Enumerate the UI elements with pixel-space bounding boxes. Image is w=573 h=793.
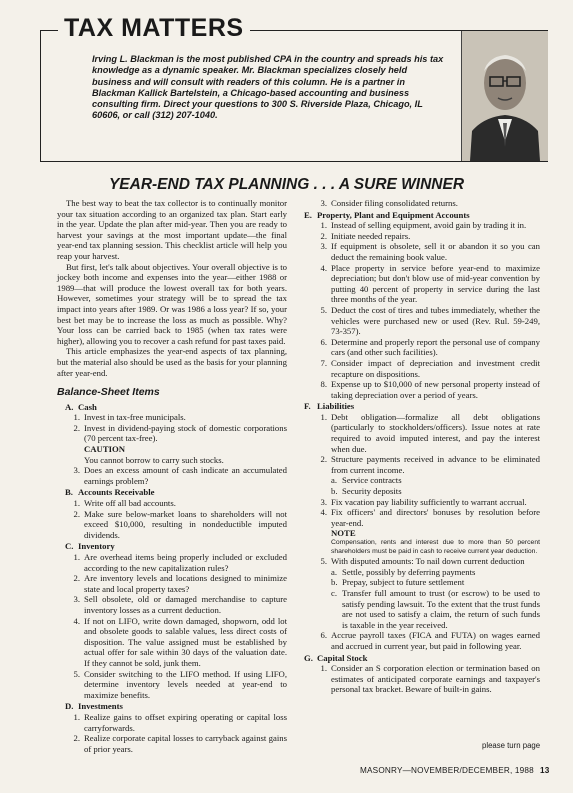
list-item: 3. Sell obsolete, old or damaged merchandise to capture inventory losses as a current deduction. [73,594,287,615]
intro-paragraph: This article emphasizes the year-end aspects of tax planning, but the material also should be used as the basis for your planning after year-end. [57,346,287,378]
list-item: 2. Are inventory levels and locations designed to minimize state and local property taxes? [73,573,287,594]
list-item: 2. Structure payments received in advance to be eliminated from current income. [320,454,540,475]
category-heading: G. Capital Stock [304,652,368,663]
magazine-issue: MASONRY—NOVEMBER/DECEMBER, 1988 [360,766,534,775]
list-item: 1. Realize gains to offset expiring operating or capital loss carryforwards. [73,711,287,733]
caution-note: CAUTION You cannot borrow to carry such stocks. [84,444,224,465]
intro-paragraph: The best way to beat the tax collector is to continually monitor your tax situation according to an organized tax plan. Start early in the year. Update the plan after mid-year. Then you are ready to harvest your savings at the most important update—the final year-end tax planning session. This checklist article will help you reap your harvest. [57,198,287,261]
list-item: 3. Fix vacation pay liability sufficiently to warrant accrual. [320,496,527,507]
page-footer [360,766,549,775]
continued-note: please turn page [482,741,541,750]
sub-item: a. Service contracts [331,475,402,486]
list-item: 1. Write off all bad accounts. [73,498,176,509]
author-photo [461,31,548,161]
category-heading: D. Investments [65,701,123,712]
list-item: 3. If equipment is obsolete, sell it or abandon it so you can deduct the remaining book value. [320,241,540,262]
list-item: 6. Determine and properly report the personal use of company cars (and other such facilities). [320,336,540,358]
sub-item: a. Settle, possibly by deferring payments [331,566,476,577]
right-column [304,198,540,695]
category-heading: B. Accounts Receivable [65,487,155,498]
portrait-image [462,31,548,161]
intro-paragraph: But first, let's talk about objectives. Your overall objective is to jockey both income and expenses into the year—either 1988 or 1989—that will produce the lowest overall tax for both years. However, sometimes your strategy will be to spread the tax impact into years after 1989. Or was 1986 a loss year? If so, your best bet may be to increase the loss as much as possible. Why? Your loss can be carried back to 1985 (when tax rates were higher), allowing you to recover a cash refund for past taxes paid. [57,261,287,346]
list-item: 2. Invest in dividend-paying stock of domestic corporations (70 percent tax-free). [73,422,287,444]
list-item: 4. Fix officers' and directors' bonuses by resolution before year-end. [320,507,540,528]
page-number: 13 [539,766,550,775]
list-item: 4. If not on LIFO, write down damaged, shopworn, odd lot and obsolete goods to salable values, less direct costs of disposition. The value assigned must be established by actual offer for sale within 30 days of the valuation date. If they cannot be sold, junk them. [73,615,287,668]
note-text: Compensation, rents and interest due to more than 50 percent shareholders must be paid in cash to receive current year deduction. [331,539,540,555]
list-item: 7. Consider impact of depreciation and investment credit recapture on dispositions. [320,357,540,379]
list-item: 8. Expense up to $10,000 of new personal property instead of taking depreciation over a period of years. [320,379,540,400]
section-title: Balance-Sheet Items [57,386,160,399]
list-item: 3. Consider filing consolidated returns. [320,198,458,208]
sub-item: b. Prepay, subject to future settlement [331,577,465,588]
note-heading: NOTE [331,528,356,539]
column-title: TAX MATTERS [58,14,250,43]
list-item: 4. Place property in service before year-end to maximize depreciation; but don't blow use of mid-year convention by putting 40 percent of property in service during the last three months of the year. [320,262,540,305]
list-item: 1. Are overhead items being properly included or excluded according to the new capitalization rules? [73,552,287,573]
category-heading: A. Cash [65,401,97,412]
list-item: 2. Realize corporate capital losses to carryback against gains of prior years. [73,733,287,754]
category-heading: E. Property, Plant and Equipment Accounts [304,209,470,220]
list-item: 1. Invest in tax-free municipals. [73,412,186,423]
list-item: 6. Accrue payroll taxes (FICA and FUTA) on wages earned and accrued in current year, but paid in following year. [320,630,540,651]
article-headline: YEAR-END TAX PLANNING . . . A SURE WINNER [108,176,465,193]
sub-item: b. Security deposits [331,486,402,497]
author-bio: Irving L. Blackman is the most published CPA in the country and spreads his tax knowledge as a dynamic speaker. Mr. Blackman specializes closely held business and will consult with readers of this column. He is a partner in Blackman Kallick Bartelstein, a Chicago-based accounting and business consulting firm. Direct your questions to 300 S. Riverside Plaza, Chicago, IL 60606, or call (312) 207-1040. [92,54,444,121]
sub-item: c. Transfer full amount to trust (or escrow) to be used to satisfy pending lawsuit. To the extent that the trust funds are not used to satisfy a claim, the return of such funds is taxable in the year received. [331,587,540,630]
list-item: 2. Make sure below-market loans to shareholders will not exceed $10,000, resulting in nondeductible imputed dividends. [73,508,287,540]
left-column [57,198,287,754]
list-item: 5. Deduct the cost of tires and tubes immediately, whether the vehicles were purchased new or used (Rev. Rul. 59-249, 73-357). [320,304,540,337]
list-item: 1. Instead of selling equipment, avoid gain by trading it in. [320,220,527,231]
list-item: 1. Consider an S corporation election or termination based on estimates of anticipated corporate earnings and taxpayer's personal tax bracket. Beware of built-in gains. [320,663,540,695]
list-item: 5. Consider switching to the LIFO method. If using LIFO, determine inventory levels needed at year-end to maximize benefits. [73,668,287,700]
list-item: 5. With disputed amounts: To nail down current deduction [320,556,525,567]
category-heading: C. Inventory [65,541,115,552]
list-item: 2. Initiate needed repairs. [320,230,411,241]
list-item: 1. Debt obligation—formalize all debt obligations (particularly to stockholders/officers). Issue notes at rate required to avoid imputed interest, and pay the interest when due. [320,411,540,454]
list-item: 3. Does an excess amount of cash indicate an accumulated earnings problem? [73,465,287,486]
category-heading: F. Liabilities [304,401,355,412]
